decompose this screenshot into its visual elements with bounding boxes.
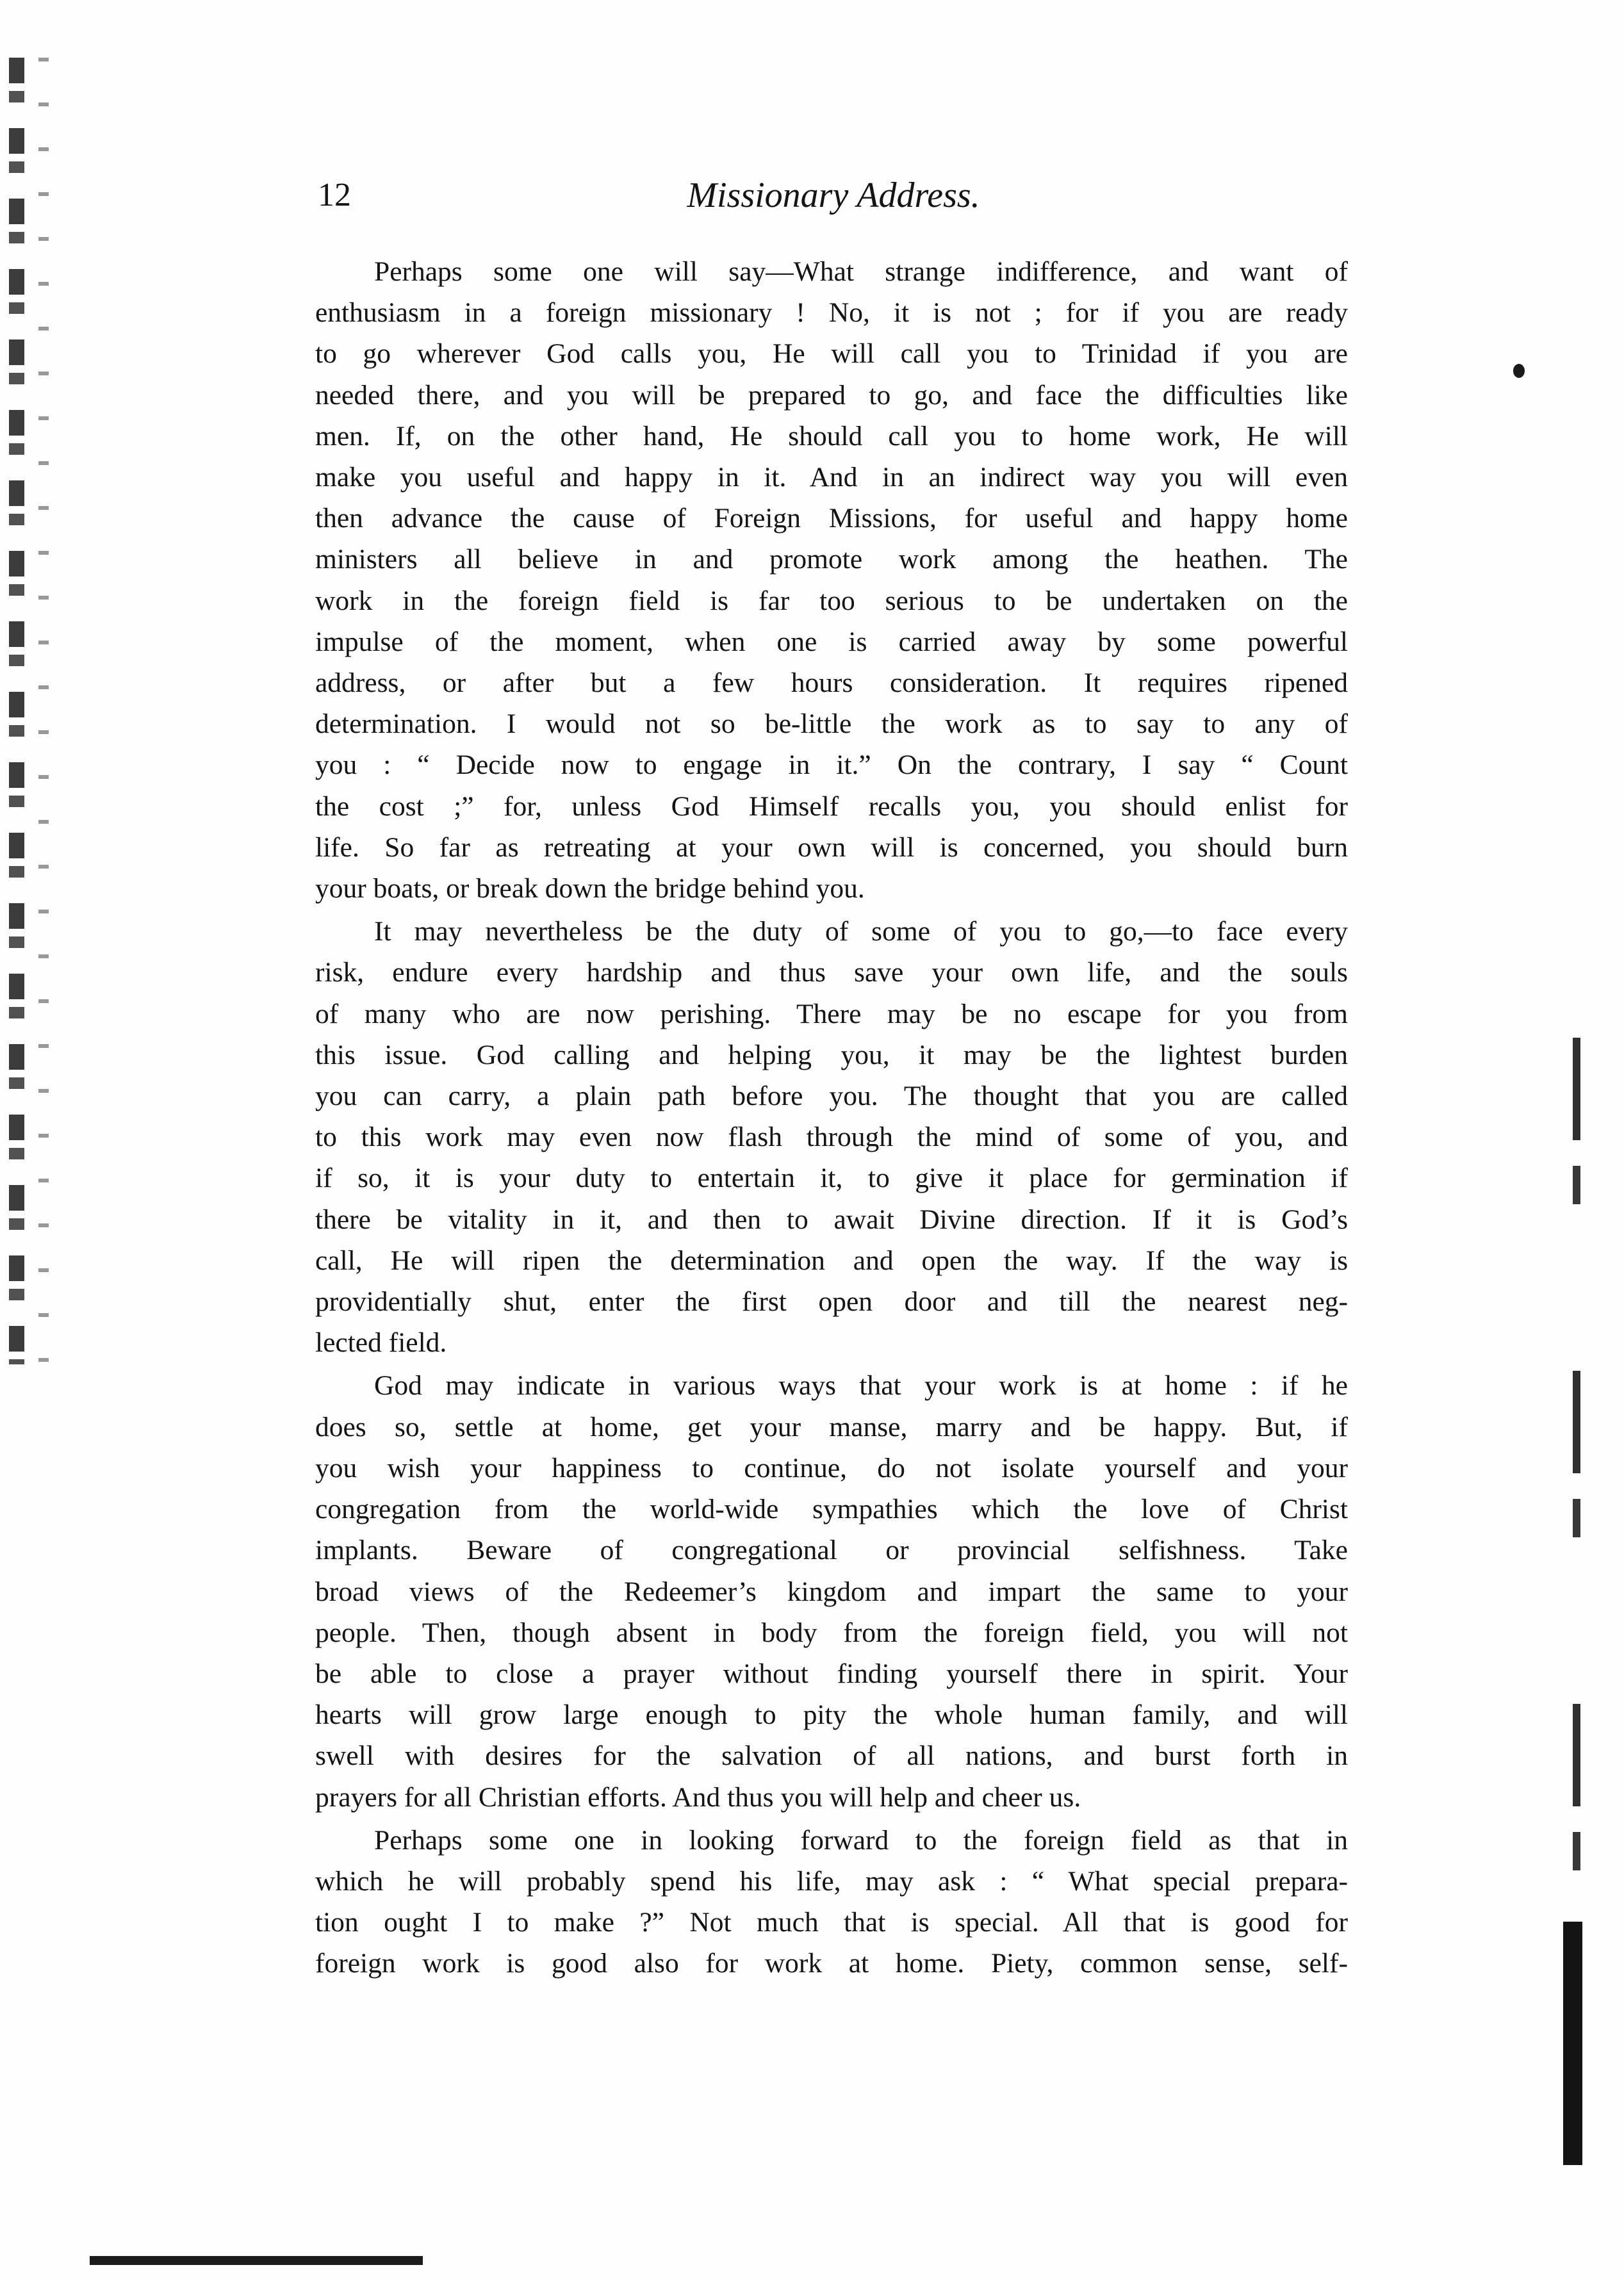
scan-speck xyxy=(1513,364,1525,378)
text-line: be able to close a prayer without finding yourself there in spirit. Your xyxy=(315,1658,1348,1689)
text-line: It may nevertheless be the duty of some of you to go,—to face every xyxy=(374,916,1348,947)
text-line: there be vitality in it, and then to await Divine direction. If it is God’s xyxy=(315,1204,1348,1235)
text-line: broad views of the Redeemer’s kingdom and impart the same to your xyxy=(315,1576,1348,1607)
text-line: does so, settle at home, get your manse, marry and be happy. But, if xyxy=(315,1411,1348,1443)
text-line: make you useful and happy in it. And in an indirect way you will even xyxy=(315,462,1348,493)
text-line: foreign work is good also for work at home. Piety, common sense, self- xyxy=(315,1948,1348,1979)
text-line: you : “ Decide now to engage in it.” On the contrary, I say “ Count xyxy=(315,749,1348,781)
text-line: prayers for all Christian efforts. And thus you will help and cheer us. xyxy=(315,1781,1081,1813)
paragraph xyxy=(315,911,1348,1363)
text-line: you can carry, a plain path before you. The thought that you are called xyxy=(315,1081,1348,1112)
text-line: congregation from the world-wide sympathies which the love of Christ xyxy=(315,1494,1348,1525)
text-line: lected field. xyxy=(315,1327,447,1359)
text-line: hearts will grow large enough to pity the whole human family, and will xyxy=(315,1699,1348,1731)
text-line: needed there, and you will be prepared to go, and face the difficulties like xyxy=(315,379,1348,411)
text-line: work in the foreign field is far too serious to be undertaken on the xyxy=(315,585,1348,616)
text-line: your boats, or break down the bridge behind you. xyxy=(315,873,865,904)
text-line: tion ought I to make ?” Not much that is special. All that is good for xyxy=(315,1907,1348,1938)
text-line: swell with desires for the salvation of all nations, and burst forth in xyxy=(315,1740,1348,1772)
paragraph xyxy=(315,1365,1348,1817)
text-line: if so, it is your duty to entertain it, to give it place for germination if xyxy=(315,1163,1348,1194)
scan-edge-right-bottom xyxy=(1563,1922,1582,2165)
paragraph xyxy=(315,1820,1348,1984)
page-number: 12 xyxy=(318,177,351,213)
scan-edge-left-specks xyxy=(38,58,49,1364)
text-line: the cost ;” for, unless God Himself recalls you, you should enlist for xyxy=(315,790,1348,822)
text-line: men. If, on the other hand, He should call you to home work, He will xyxy=(315,420,1348,452)
text-line: which he will probably spend his life, may ask : “ What special prepara- xyxy=(315,1865,1348,1897)
text-line: address, or after but a few hours consideration. It requires ripened xyxy=(315,667,1348,699)
text-line: to go wherever God calls you, He will call you to Trinidad if you are xyxy=(315,338,1348,370)
text-line: to this work may even now flash through the mind of some of you, and xyxy=(315,1122,1348,1153)
text-line: ministers all believe in and promote work among the heathen. The xyxy=(315,544,1348,575)
scan-edge-left xyxy=(9,58,24,1364)
text-line: enthusiasm in a foreign missionary ! No, it is not ; for if you are ready xyxy=(315,297,1348,329)
text-line: call, He will ripen the determination and open the way. If the way is xyxy=(315,1245,1348,1276)
text-line: of many who are now perishing. There may be no escape for you from xyxy=(315,998,1348,1029)
text-line: impulse of the moment, when one is carried away by some powerful xyxy=(315,626,1348,657)
text-line: implants. Beware of congregational or provincial selfishness. Take xyxy=(315,1535,1348,1566)
text-line: Perhaps some one will say—What strange indifference, and want of xyxy=(374,256,1348,287)
text-line: this issue. God calling and helping you, it may be the lightest burden xyxy=(315,1039,1348,1070)
text-line: providentially shut, enter the first open door and till the nearest neg- xyxy=(315,1286,1348,1318)
text-line: God may indicate in various ways that your work is at home : if he xyxy=(374,1370,1348,1402)
page-header xyxy=(318,167,1349,224)
text-line: you wish your happiness to continue, do not isolate yourself and your xyxy=(315,1452,1348,1484)
text-line: people. Then, though absent in body from the foreign field, you will not xyxy=(315,1617,1348,1648)
running-head: Missionary Address. xyxy=(687,176,980,215)
body-text xyxy=(315,251,1348,1986)
text-line: then advance the cause of Foreign Missions, for useful and happy home xyxy=(315,503,1348,534)
scan-edge-bottom xyxy=(90,2256,423,2265)
text-line: determination. I would not so be-little the work as to say to any of xyxy=(315,708,1348,740)
text-line: risk, endure every hardship and thus save your own life, and the souls xyxy=(315,957,1348,988)
text-line: life. So far as retreating at your own will is concerned, you should burn xyxy=(315,831,1348,863)
text-line: Perhaps some one in looking forward to the foreign field as that in xyxy=(374,1824,1348,1856)
paragraph xyxy=(315,251,1348,909)
